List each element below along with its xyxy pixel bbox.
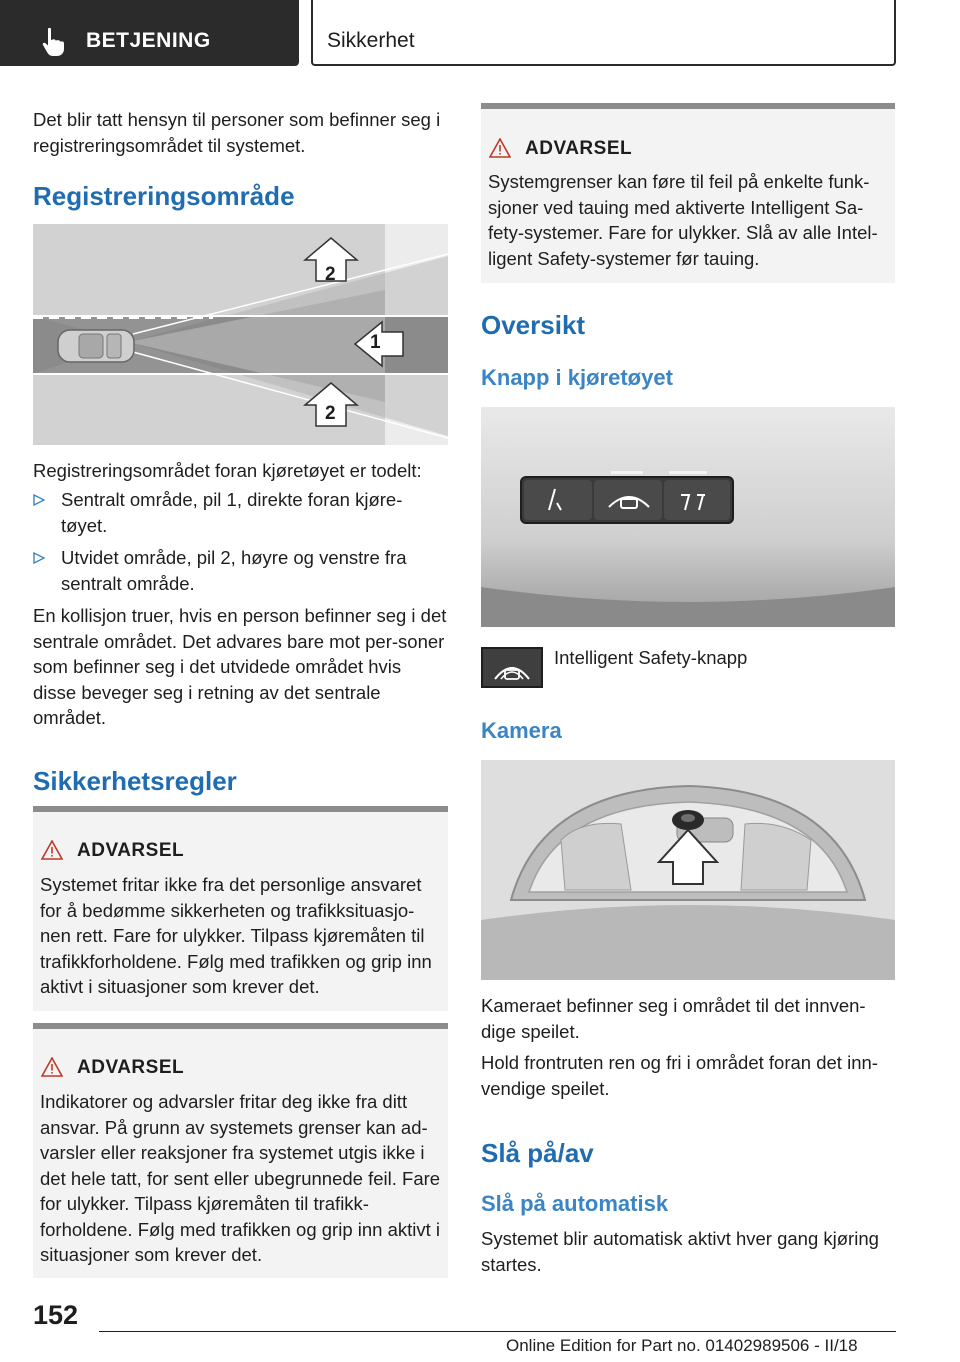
intelligent-safety-button-image bbox=[481, 647, 543, 688]
heading-knapp: Knapp i kjøretøyet bbox=[481, 365, 673, 390]
camera-figure bbox=[481, 760, 895, 980]
bullet-text: Sentralt område, pil 1, direkte foran kjøre-tøyet. bbox=[61, 489, 403, 536]
collision-paragraph: En kollisjon truer, hvis en person befinner seg i det sentrale området. Det advares bare mot per-soner som befinner seg i det utvidede området hvis disse beveger seg i retning av det sentrale området. bbox=[33, 605, 447, 728]
warning-box bbox=[33, 1023, 448, 1278]
heading-slaa-paa-av: Slå på/av bbox=[481, 1138, 594, 1168]
warning-title: ADVARSEL bbox=[525, 138, 633, 159]
auto-paragraph: Systemet blir automatisk aktivt hver gang kjøring startes. bbox=[481, 1228, 879, 1275]
car-top-view bbox=[58, 330, 134, 362]
camera-location-photo bbox=[481, 760, 895, 980]
page-number: 152 bbox=[33, 1300, 79, 1330]
heading-kamera: Kamera bbox=[481, 718, 562, 743]
bullet-text: Utvidet område, pil 2, høyre og venstre fra sentralt område. bbox=[61, 547, 407, 594]
section-label: Sikkerhet bbox=[327, 29, 415, 52]
intelligent-safety-icon bbox=[483, 649, 541, 686]
warning-box bbox=[481, 103, 895, 283]
warning-triangle-icon bbox=[489, 138, 511, 158]
bullet-item bbox=[33, 545, 448, 597]
section-tab bbox=[311, 0, 896, 66]
footer-divider bbox=[99, 1331, 896, 1332]
warning-triangle-icon bbox=[41, 840, 63, 860]
page-header bbox=[0, 0, 960, 66]
detection-area-diagram bbox=[33, 224, 448, 445]
warning-title: ADVARSEL bbox=[77, 840, 185, 861]
warning-title: ADVARSEL bbox=[77, 1057, 185, 1078]
warning-box bbox=[33, 806, 448, 1011]
heading-slaa-paa-automatisk: Slå på automatisk bbox=[481, 1191, 669, 1216]
camera-paragraph-2: Hold frontruten ren og fri i området foran det inn-vendige speilet. bbox=[481, 1052, 878, 1099]
figure-label-1: 1 bbox=[370, 332, 381, 353]
bullet-item bbox=[33, 487, 448, 539]
vehicle-buttons-figure bbox=[481, 407, 895, 627]
heading-oversikt: Oversikt bbox=[481, 310, 586, 340]
button-caption: Intelligent Safety-knapp bbox=[554, 647, 748, 668]
vehicle-buttons-photo bbox=[481, 407, 895, 627]
warning-text: Systemgrenser kan føre til feil på enkelte funk-sjoner ved tauing med aktiverte Intelligent Sa-fety-systemer. Fare for ulykker. Slå av alle Intel-ligent Safety-systemer før tauing. bbox=[488, 171, 878, 269]
figure-label-2-bottom: 2 bbox=[325, 403, 336, 424]
chapter-tab bbox=[0, 0, 299, 66]
figure-label-2-top: 2 bbox=[325, 264, 336, 285]
triangle-bullet-icon bbox=[33, 552, 45, 564]
chapter-label: BETJENING bbox=[86, 29, 211, 52]
detection-area-figure bbox=[33, 224, 448, 445]
warning-text: Indikatorer og advarsler fritar deg ikke fra ditt ansvar. På grunn av systemets grenser kan ad-varsler eller reaksjoner fra systemet utgis ikke i det hele tatt, for sent eller ubegrunnede feil. Fare for ulykker. Tilpass kjøremåten til trafikk-forholdene. Følg med trafikken og grip inn aktivt i situasjoner som krever det. bbox=[40, 1091, 441, 1265]
figure1-caption: Registreringsområdet foran kjøretøyet er todelt: bbox=[33, 460, 422, 481]
warning-text: Systemet fritar ikke fra det personlige ansvaret for å bedømme sikkerheten og trafikksituasjo-nen rett. Fare for ulykker. Tilpass kjøremåten til trafikkforholdene. Følg med trafikken og grip inn aktivt i situasjoner som krever det. bbox=[40, 874, 432, 997]
heading-sikkerhetsregler: Sikkerhetsregler bbox=[33, 766, 237, 796]
warning-triangle-icon bbox=[41, 1057, 63, 1077]
heading-registreringsomrade: Registreringsområde bbox=[33, 181, 295, 211]
hand-pointer-icon bbox=[40, 27, 68, 57]
triangle-bullet-icon bbox=[33, 494, 45, 506]
camera-paragraph-1: Kameraet befinner seg i området til det innven-dige speilet. bbox=[481, 995, 866, 1042]
intro-paragraph: Det blir tatt hensyn til personer som befinner seg i registreringsområdet til systemet. bbox=[33, 109, 441, 156]
footer-edition: Online Edition for Part no. 01402989506 - II/18 bbox=[506, 1336, 858, 1355]
